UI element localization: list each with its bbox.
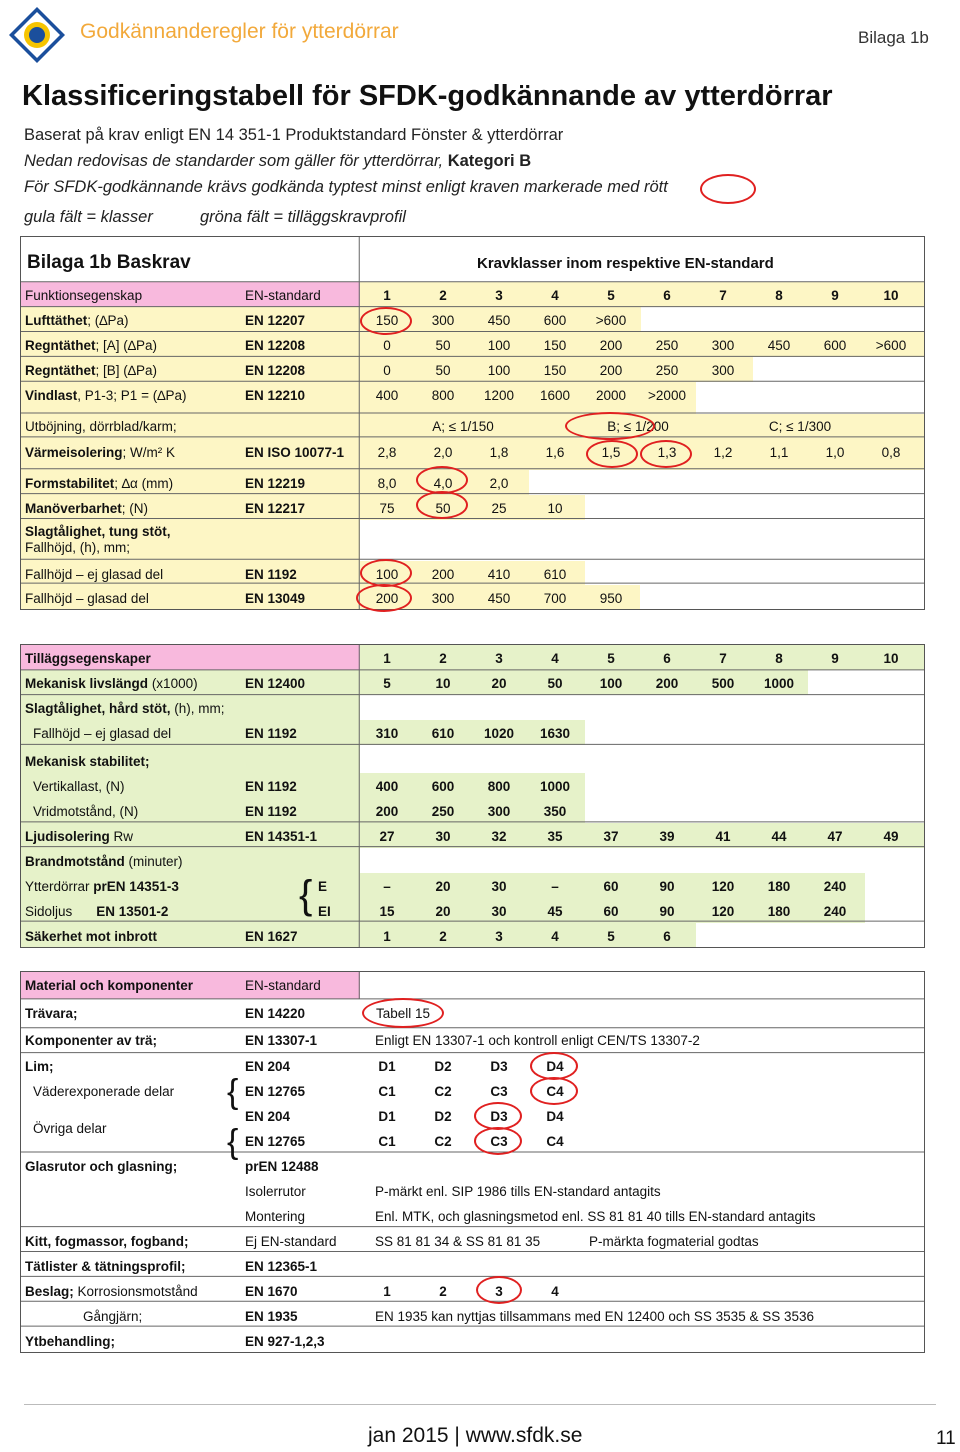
class-value: 200 xyxy=(375,591,399,606)
row-label: Fallhöjd – ej glasad del xyxy=(25,567,164,582)
class-value: 600 xyxy=(543,313,567,328)
row-standard: EN 1935 xyxy=(245,1309,298,1324)
row-standard: EN 12765 xyxy=(245,1084,306,1099)
row-note: EN 1935 kan nyttjas tillsammans med EN 12400 och SS 3535 & SS 3536 xyxy=(375,1309,815,1324)
class-number: 9 xyxy=(831,651,839,666)
class-value: A; ≤ 1/150 xyxy=(432,419,494,434)
class-number: 10 xyxy=(883,651,899,666)
class-value: 610 xyxy=(543,567,567,582)
red-mark xyxy=(416,466,468,494)
class-value: 250 xyxy=(431,804,455,819)
class-number: 2 xyxy=(439,651,447,666)
row-standard: EN ISO 10077-1 xyxy=(245,445,345,460)
footer-divider xyxy=(24,1404,936,1405)
class-value: 90 xyxy=(659,904,675,919)
class-value: 1200 xyxy=(483,388,515,403)
class-value: – xyxy=(551,879,559,894)
class-value: 800 xyxy=(431,388,455,403)
class-value: 100 xyxy=(599,676,623,691)
row-standard: EN 12207 xyxy=(245,313,306,328)
class-value: 10 xyxy=(547,501,563,516)
class-value: – xyxy=(383,879,391,894)
class-value: 250 xyxy=(655,363,679,378)
class-number: 7 xyxy=(719,651,727,666)
row-standard: EN 14220 xyxy=(245,1006,306,1021)
class-value: 4,0 xyxy=(433,476,453,491)
col-std-header: EN-standard xyxy=(245,288,321,303)
row-note: P-märkt enl. SIP 1986 tills EN-standard antagits xyxy=(375,1184,661,1199)
class-value: D2 xyxy=(434,1109,452,1124)
class-value: 50 xyxy=(435,338,451,353)
class-value: 10 xyxy=(435,676,451,691)
class-value: 50 xyxy=(547,676,563,691)
row-standard: EN 14351-1 xyxy=(245,829,318,844)
row-label: Vertikallast, (N) xyxy=(33,779,125,794)
row-label: Regntäthet; [B] (∆Pa) xyxy=(25,363,158,378)
class-value: C2 xyxy=(434,1134,452,1149)
row-label: Värmeisolering; W/m² K xyxy=(25,445,176,460)
class-value: 200 xyxy=(375,804,399,819)
row-standard: EN 1192 xyxy=(245,804,297,819)
class-value: 2 xyxy=(439,1284,447,1299)
row-label: Slagtålighet, tung stöt, Fallhöjd, (h), mm; xyxy=(25,524,171,555)
class-value: 0,8 xyxy=(881,445,901,460)
class-value: 50 xyxy=(435,501,451,516)
row-label: Regntäthet; [A] (∆Pa) xyxy=(25,338,158,353)
class-value: 1000 xyxy=(539,779,571,794)
sfdk-logo xyxy=(8,6,66,64)
red-mark xyxy=(474,1102,522,1130)
row-label: Ytterdörrar prEN 14351-3 xyxy=(25,879,179,894)
baskrav-heading: Bilaga 1b Baskrav xyxy=(27,252,191,273)
class-number: 3 xyxy=(495,651,503,666)
class-value: 44 xyxy=(771,829,787,844)
row-label: Manöverbarhet; (N) xyxy=(25,501,149,516)
class-value: 5 xyxy=(383,676,391,691)
class-value: 32 xyxy=(491,829,507,844)
class-value: 90 xyxy=(659,879,675,894)
row-standard: EN 1670 xyxy=(245,1284,298,1299)
class-value: 30 xyxy=(435,829,451,844)
class-number: 3 xyxy=(495,288,503,303)
class-value: 49 xyxy=(883,829,899,844)
class-value: C1 xyxy=(378,1084,396,1099)
class-value: 180 xyxy=(767,879,791,894)
row-label: Komponenter av trä; xyxy=(25,1033,158,1048)
red-mark xyxy=(530,1077,578,1105)
class-value: 39 xyxy=(659,829,675,844)
class-value: 300 xyxy=(711,338,735,353)
class-value: 3 xyxy=(495,1284,503,1299)
row-standard: EN 12365-1 xyxy=(245,1259,318,1274)
class-value: 610 xyxy=(431,726,455,741)
class-value: 300 xyxy=(431,591,455,606)
brace-icon: { xyxy=(227,1123,239,1161)
class-value: 30 xyxy=(491,879,507,894)
class-value: 0 xyxy=(383,338,391,353)
class-value: 60 xyxy=(603,879,619,894)
row-label: Mekanisk stabilitet; xyxy=(25,754,150,769)
class-value: 150 xyxy=(543,363,567,378)
class-value: 2,0 xyxy=(489,476,509,491)
class-value: B; ≤ 1/200 xyxy=(607,419,669,434)
row-label: Utböjning, dörrblad/karm; xyxy=(25,419,177,434)
class-value: 37 xyxy=(603,829,619,844)
red-mark xyxy=(416,491,468,519)
class-value: 120 xyxy=(711,904,735,919)
header-title: Godkännanderegler för ytterdörrar xyxy=(80,20,399,43)
red-mark xyxy=(530,1052,578,1080)
brace-icon: { xyxy=(227,1073,239,1111)
class-value: 41 xyxy=(715,829,731,844)
class-value: 2000 xyxy=(595,388,627,403)
row-standard: Montering xyxy=(245,1209,306,1224)
row-label: Glasrutor och glasning; xyxy=(25,1159,178,1174)
row-standard: EN 12217 xyxy=(245,501,306,516)
row-label: Mekanisk livslängd (x1000) xyxy=(25,676,198,691)
row-standard: EN 13049 xyxy=(245,591,306,606)
row-label: Väderexponerade delar xyxy=(33,1084,175,1099)
row-label: Brandmotstånd (minuter) xyxy=(25,854,183,869)
tillagg-table xyxy=(20,644,925,948)
class-value: 1,2 xyxy=(713,445,733,460)
class-value: 600 xyxy=(823,338,847,353)
class-value: 45 xyxy=(547,904,563,919)
class-value: C3 xyxy=(490,1084,508,1099)
class-value: D3 xyxy=(490,1109,508,1124)
class-number: 6 xyxy=(663,288,671,303)
class-number: 8 xyxy=(775,288,783,303)
class-value: C4 xyxy=(546,1084,564,1099)
page-title: Klassificeringstabell för SFDK-godkännande av ytterdörrar xyxy=(22,80,833,112)
class-value: D2 xyxy=(434,1059,452,1074)
row-standard: EN 12208 xyxy=(245,363,306,378)
footer-text: jan 2015 | www.sfdk.se xyxy=(368,1424,583,1447)
class-value: 3 xyxy=(495,929,503,944)
class-value: 0 xyxy=(383,363,391,378)
class-value: 200 xyxy=(431,567,455,582)
class-value: 100 xyxy=(487,338,511,353)
class-value: 30 xyxy=(491,904,507,919)
class-number: 2 xyxy=(439,288,447,303)
class-value: 150 xyxy=(543,338,567,353)
material-std-header: EN-standard xyxy=(245,978,321,993)
legend-yellow: gula fält = klasser xyxy=(24,208,153,226)
class-value: 20 xyxy=(435,904,451,919)
intro-line-2: Nedan redovisas de standarder som gäller för ytterdörrar, Kategori B xyxy=(24,152,532,170)
class-value: 1600 xyxy=(539,388,571,403)
row-label: Beslag; Korrosionsmotstånd xyxy=(25,1284,198,1299)
class-value: 1,5 xyxy=(601,445,621,460)
legend-green: gröna fält = tilläggskravprofil xyxy=(200,208,406,226)
class-value: 200 xyxy=(599,363,623,378)
row-label: Vindlast, P1-3; P1 = (∆Pa) xyxy=(25,388,187,403)
row-standard: Isolerrutor xyxy=(245,1184,306,1199)
class-number: 8 xyxy=(775,651,783,666)
red-mark xyxy=(565,412,655,440)
class-value: 1,8 xyxy=(489,445,509,460)
class-value: 240 xyxy=(823,904,847,919)
col-func-header: Funktionsegenskap xyxy=(25,288,143,303)
class-value: 1,0 xyxy=(825,445,845,460)
class-value: 100 xyxy=(487,363,511,378)
row-label: Lufttäthet; (∆Pa) xyxy=(25,313,129,328)
material-table xyxy=(20,971,925,1353)
row-label: Kitt, fogmassor, fogband; xyxy=(25,1234,189,1249)
class-value: C2 xyxy=(434,1084,452,1099)
brace-icon: { xyxy=(299,873,313,917)
row-standard: prEN 12488 xyxy=(245,1159,319,1174)
class-value: 500 xyxy=(711,676,735,691)
row-standard: EN 12210 xyxy=(245,388,306,403)
class-value: 400 xyxy=(375,388,399,403)
class-value: 2 xyxy=(439,929,447,944)
class-value: 2,8 xyxy=(377,445,397,460)
class-number: 9 xyxy=(831,288,839,303)
red-mark xyxy=(360,307,412,335)
class-value: 5 xyxy=(607,929,615,944)
class-number: 5 xyxy=(607,651,615,666)
row-label: Säkerhet mot inbrott xyxy=(25,929,158,944)
class-value: >600 xyxy=(875,338,907,353)
class-value: 20 xyxy=(435,879,451,894)
class-number: 1 xyxy=(383,288,391,303)
material-heading: Material och komponenter xyxy=(25,978,194,993)
baskrav-table xyxy=(20,236,925,610)
row-standard: EI xyxy=(318,904,331,919)
class-value: 300 xyxy=(431,313,455,328)
class-value: 4 xyxy=(551,929,559,944)
red-mark xyxy=(476,1276,522,1304)
class-value: 50 xyxy=(435,363,451,378)
class-value: 150 xyxy=(375,313,399,328)
row-label: Ytbehandling; xyxy=(25,1334,115,1349)
class-value: 1,6 xyxy=(545,445,565,460)
class-value: 1000 xyxy=(763,676,795,691)
class-number: 10 xyxy=(883,288,899,303)
class-value: 450 xyxy=(487,313,511,328)
class-value: 60 xyxy=(603,904,619,919)
class-value: C1 xyxy=(378,1134,396,1149)
page-number: 11 xyxy=(936,1428,956,1449)
class-value: 47 xyxy=(827,829,843,844)
row-label: Formstabilitet; ∆α (mm) xyxy=(25,476,174,491)
red-mark xyxy=(356,584,412,612)
row-standard: EN 927-1,2,3 xyxy=(245,1334,325,1349)
class-value: 8,0 xyxy=(377,476,397,491)
row-label: Övriga delar xyxy=(33,1121,107,1136)
class-value: D1 xyxy=(378,1109,396,1124)
row-label: Fallhöjd – ej glasad del xyxy=(33,726,172,741)
row-label: Trävara; xyxy=(25,1006,78,1021)
class-value: C4 xyxy=(546,1134,564,1149)
class-value: 300 xyxy=(711,363,735,378)
row-standard: EN 1192 xyxy=(245,567,297,582)
red-mark xyxy=(362,998,444,1028)
row-standard: EN 12219 xyxy=(245,476,306,491)
class-value: 250 xyxy=(655,338,679,353)
class-value: 450 xyxy=(767,338,791,353)
red-mark xyxy=(360,559,412,587)
class-value: 1 xyxy=(383,929,391,944)
class-value: 1,1 xyxy=(769,445,789,460)
row-note: Enligt EN 13307-1 och kontroll enligt CEN/TS 13307-2 xyxy=(375,1033,700,1048)
class-value: C; ≤ 1/300 xyxy=(768,419,832,434)
red-mark xyxy=(586,440,638,468)
row-standard: EN 204 xyxy=(245,1109,291,1124)
row-label: Ljudisolering Rw xyxy=(25,829,134,844)
class-number: 4 xyxy=(551,651,559,666)
red-mark-example xyxy=(700,174,756,204)
class-value: 240 xyxy=(823,879,847,894)
class-value: 2,0 xyxy=(433,445,453,460)
class-value: 350 xyxy=(543,804,567,819)
class-value: 25 xyxy=(491,501,507,516)
row-note: P-märkta fogmaterial godtas xyxy=(589,1234,759,1249)
class-value: D1 xyxy=(378,1059,396,1074)
row-label: Lim; xyxy=(25,1059,54,1074)
row-standard: E xyxy=(318,879,328,894)
row-label: Vridmotstånd, (N) xyxy=(33,804,139,819)
class-number: 4 xyxy=(551,288,559,303)
class-value: 27 xyxy=(379,829,395,844)
class-value: 35 xyxy=(547,829,563,844)
intro-line-1: Baserat på krav enligt EN 14 351-1 Produktstandard Fönster & ytterdörrar xyxy=(24,126,564,144)
row-label: Slagtålighet, hård stöt, (h), mm; xyxy=(25,701,225,716)
class-number: 6 xyxy=(663,651,671,666)
class-value: D4 xyxy=(546,1109,564,1124)
class-number: 5 xyxy=(607,288,615,303)
class-value: 6 xyxy=(663,929,671,944)
class-value: C3 xyxy=(490,1134,508,1149)
class-value: D3 xyxy=(490,1059,508,1074)
row-standard: EN 1192 xyxy=(245,726,297,741)
row-note: SS 81 81 34 & SS 81 81 35 xyxy=(375,1234,541,1249)
row-standard: EN 204 xyxy=(245,1059,291,1074)
class-value: 15 xyxy=(379,904,395,919)
class-value: 300 xyxy=(487,804,511,819)
row-note: Tabell 15 xyxy=(376,1006,431,1021)
class-value: >2000 xyxy=(648,388,686,403)
class-value: 100 xyxy=(375,567,399,582)
class-value: 200 xyxy=(655,676,679,691)
row-label: Sidoljus EN 13501-2 xyxy=(25,904,169,919)
red-mark xyxy=(640,440,692,468)
class-value: 950 xyxy=(599,591,623,606)
class-value: 1 xyxy=(383,1284,391,1299)
class-value: 400 xyxy=(375,779,399,794)
row-note: Enl. MTK, och glasningsmetod enl. SS 81 81 40 tills EN-standard antagits xyxy=(375,1209,816,1224)
class-value: 4 xyxy=(551,1284,559,1299)
class-value: 180 xyxy=(767,904,791,919)
class-heading: Kravklasser inom respektive EN-standard xyxy=(477,255,774,272)
class-value: D4 xyxy=(546,1059,564,1074)
appendix-label: Bilaga 1b xyxy=(858,28,929,47)
class-value: 1630 xyxy=(539,726,571,741)
class-number: 1 xyxy=(383,651,391,666)
class-value: 1020 xyxy=(483,726,515,741)
class-number: 7 xyxy=(719,288,727,303)
class-value: 75 xyxy=(379,501,395,516)
row-label: Tätlister & tätningsprofil; xyxy=(25,1259,186,1274)
intro-line-3: För SFDK-godkännande krävs godkända typtest minst enligt kraven markerade med rött xyxy=(24,178,668,196)
class-value: 120 xyxy=(711,879,735,894)
tillagg-heading: Tilläggsegenskaper xyxy=(25,651,151,666)
row-standard: EN 1192 xyxy=(245,779,297,794)
class-value: 410 xyxy=(487,567,511,582)
row-standard: EN 13307-1 xyxy=(245,1033,318,1048)
class-value: 310 xyxy=(375,726,399,741)
class-value: 700 xyxy=(543,591,567,606)
class-value: 1,3 xyxy=(657,445,677,460)
class-value: 450 xyxy=(487,591,511,606)
class-value: 800 xyxy=(487,779,511,794)
red-mark xyxy=(474,1127,522,1155)
class-value: 600 xyxy=(431,779,455,794)
row-standard: EN 12208 xyxy=(245,338,306,353)
class-value: 20 xyxy=(491,676,507,691)
row-standard: Ej EN-standard xyxy=(245,1234,337,1249)
row-label: Fallhöjd – glasad del xyxy=(25,591,149,606)
row-standard: EN 12765 xyxy=(245,1134,306,1149)
row-standard: EN 12400 xyxy=(245,676,306,691)
class-value: >600 xyxy=(595,313,627,328)
class-value: 200 xyxy=(599,338,623,353)
row-label: Gångjärn; xyxy=(83,1309,143,1324)
row-standard: EN 1627 xyxy=(245,929,298,944)
